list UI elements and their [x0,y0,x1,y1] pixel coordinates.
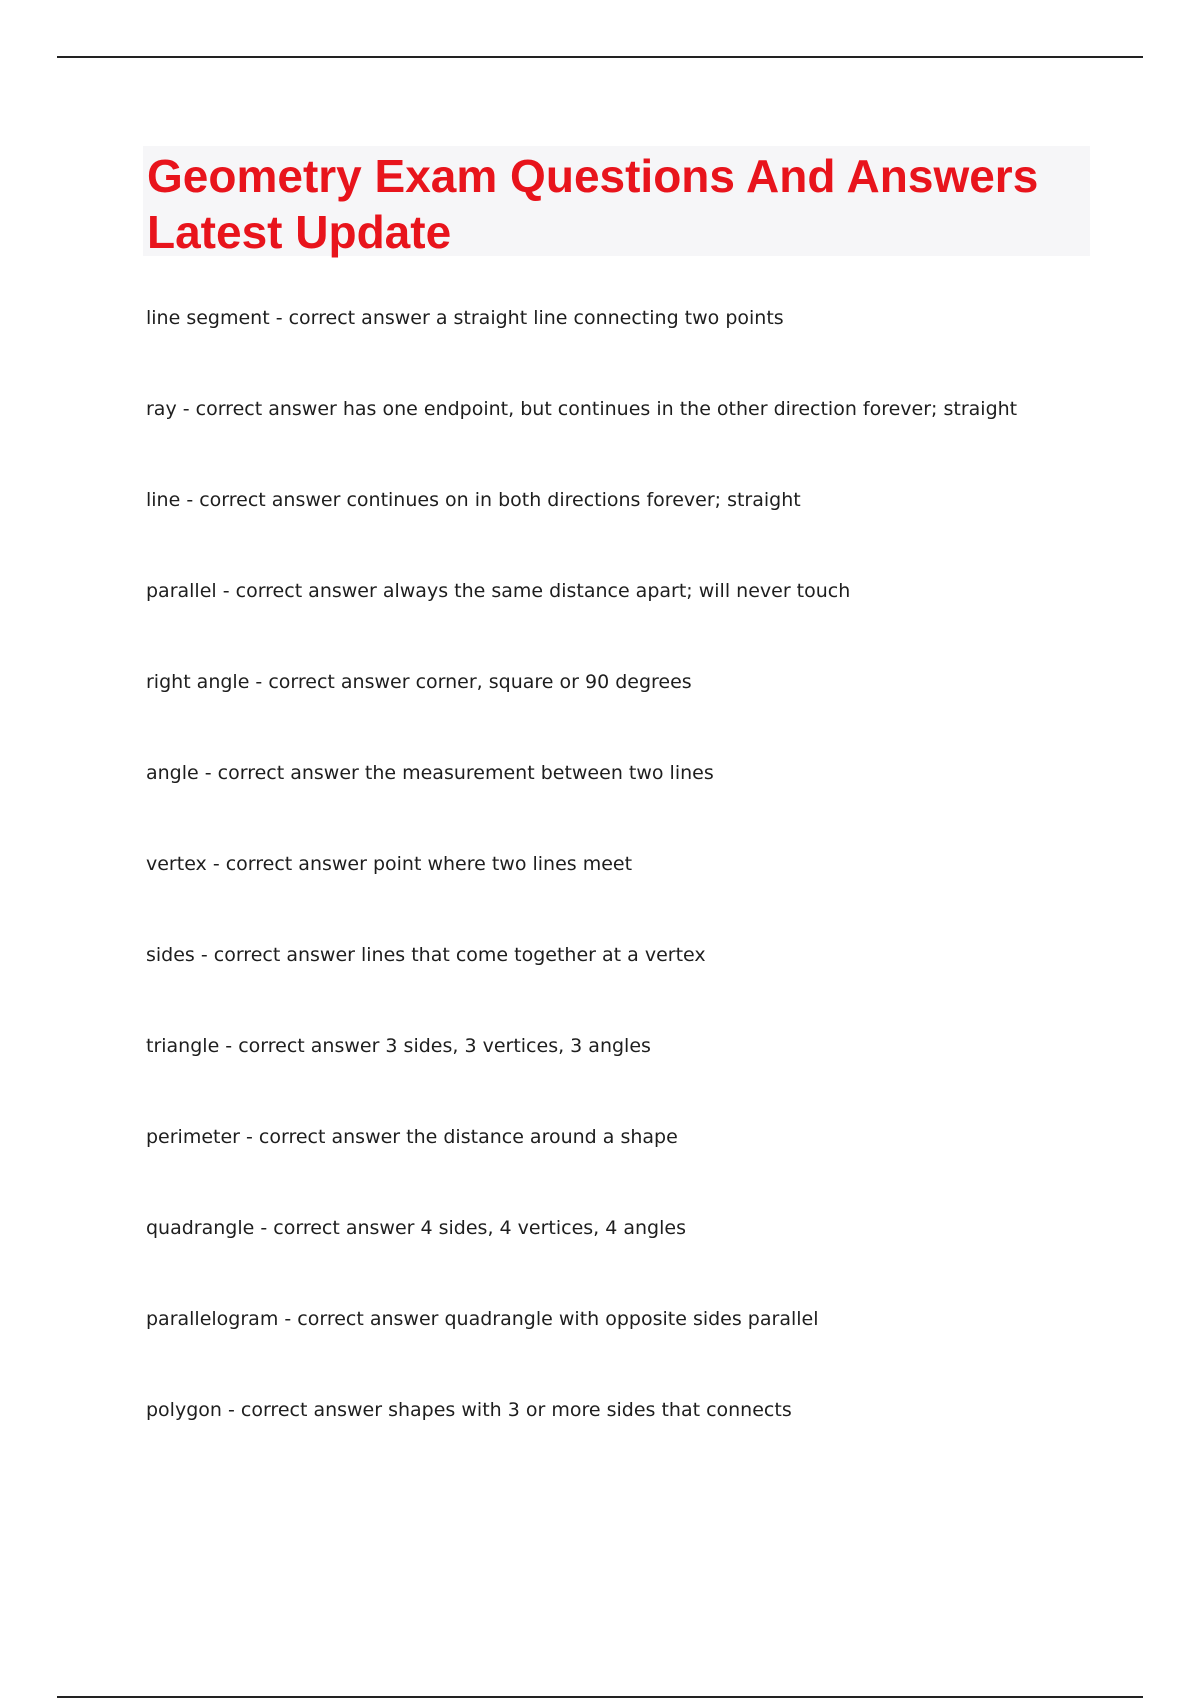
qa-list [146,300,1096,1483]
qa-item-parallelogram: parallelogram - correct answer quadrangle with opposite sides parallel [146,1308,819,1330]
title-banner [143,146,1090,256]
qa-item-triangle: triangle - correct answer 3 sides, 3 vertices, 3 angles [146,1035,651,1057]
qa-item-parallel: parallel - correct answer always the same distance apart; will never touch [146,580,851,602]
bottom-divider [57,1696,1143,1698]
qa-item-perimeter: perimeter - correct answer the distance around a shape [146,1126,678,1148]
qa-item-vertex: vertex - correct answer point where two lines meet [146,853,633,875]
qa-item-line-segment: line segment - correct answer a straight line connecting two points [146,307,784,329]
qa-item-ray: ray - correct answer has one endpoint, but continues in the other direction forever; straight [146,398,1018,420]
qa-item-sides: sides - correct answer lines that come together at a vertex [146,944,706,966]
qa-item-quadrangle: quadrangle - correct answer 4 sides, 4 vertices, 4 angles [146,1217,686,1239]
page-title: Geometry Exam Questions And Answers Latest Update [147,150,1039,258]
qa-item-polygon: polygon - correct answer shapes with 3 or more sides that connects [146,1399,792,1421]
top-divider [57,56,1143,58]
qa-item-angle: angle - correct answer the measurement between two lines [146,762,714,784]
qa-item-right-angle: right angle - correct answer corner, square or 90 degrees [146,671,692,693]
qa-item-line: line - correct answer continues on in both directions forever; straight [146,489,801,511]
